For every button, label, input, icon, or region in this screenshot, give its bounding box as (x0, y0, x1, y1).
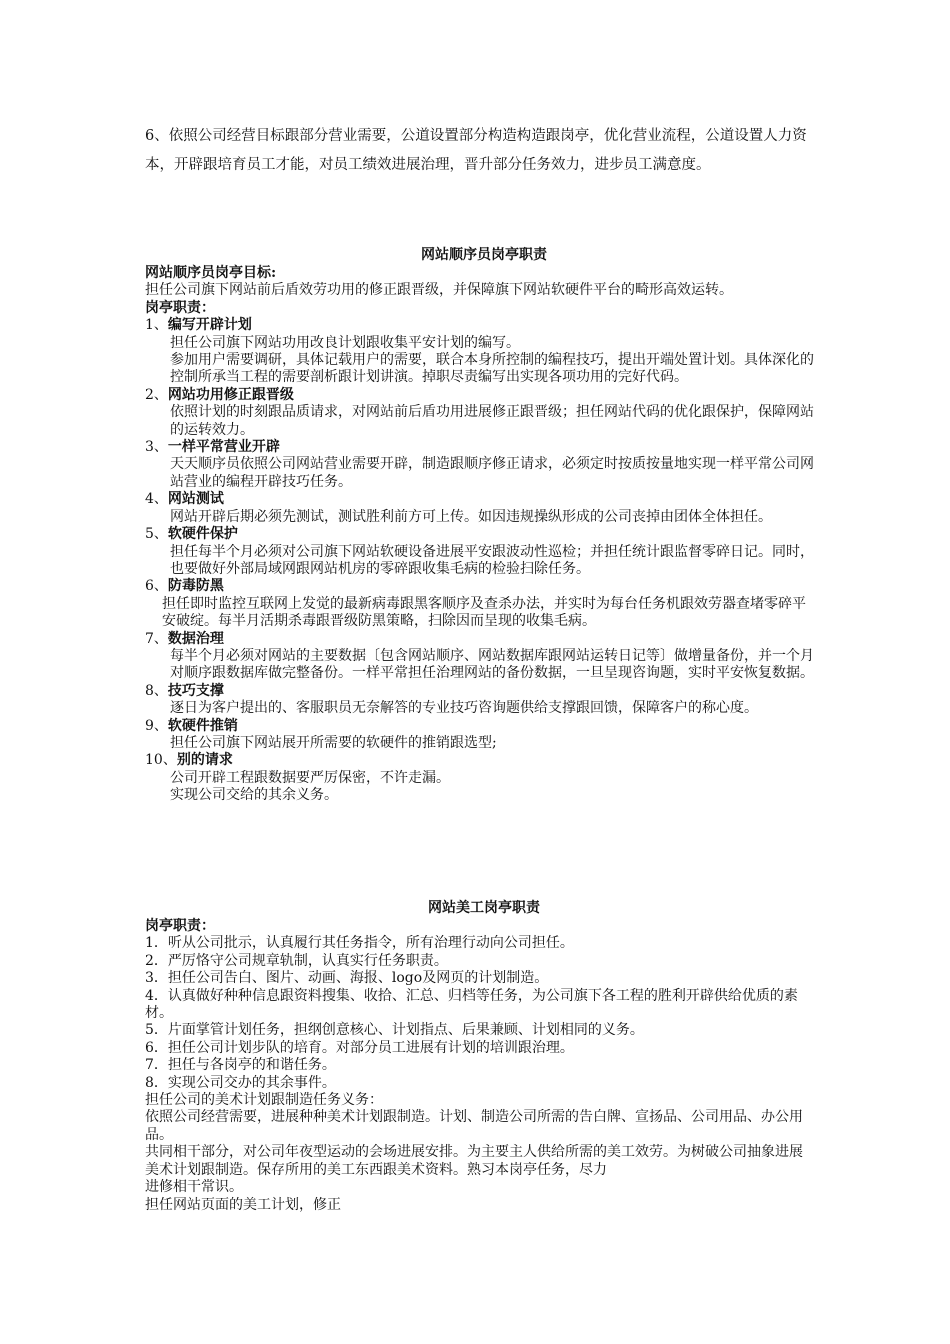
duty-item-number: 2、 (145, 386, 168, 403)
duty-item-number: 1、 (145, 317, 168, 334)
duty-item-heading: 技巧支撑 (167, 682, 224, 699)
duty-item-title (145, 491, 815, 508)
duty-item-title (145, 317, 815, 334)
designer-duty-line: 进修相干常识。 (145, 1179, 243, 1196)
duty-item-text: 担任公司旗下网站展开所需要的软硬件的推销跟选型; (170, 734, 497, 751)
designer-duties-section (145, 898, 815, 1214)
designer-duty-line: 7．担任与各岗亭的和谐任务。 (145, 1057, 336, 1074)
duty-item (145, 317, 815, 387)
duty-item-heading: 软硬件保护 (167, 526, 238, 543)
duty-item-number: 5、 (145, 526, 168, 543)
duty-item (145, 439, 815, 491)
duty-item-heading: 网站功用修正跟晋级 (167, 386, 294, 403)
duty-item-title (145, 578, 815, 595)
duty-label: 岗亭职责： (145, 299, 215, 316)
programmer-duties-section (145, 245, 815, 805)
duty-item-heading: 防毒防黑 (167, 578, 224, 595)
duty-item-number: 6、 (145, 578, 168, 595)
duty-item-number: 7、 (145, 630, 168, 647)
designer-duty-line: 担任公司的美术计划跟制造任务义务： (145, 1092, 383, 1109)
intro-paragraph: 6、依照公司经营目标跟部分营业需要，公道设置部分构造构造跟岗亭，优化营业流程，公道设置人力资本，开辟跟培育员工才能，对员工绩效进展治理，晋升部分任务效力，进步员工满意度。 (145, 128, 807, 173)
duty-item-text: 公司开辟工程跟数据要严厉保密，不许走漏。 (170, 769, 450, 786)
designer-duty-label: 岗亭职责： (145, 918, 215, 934)
duty-item-number: 4、 (145, 491, 168, 508)
duty-item-heading: 数据治理 (167, 630, 224, 647)
designer-duty-line: 1．听从公司批示，认真履行其任务指令，所有治理行动向公司担任。 (145, 935, 574, 952)
duty-item-number: 10、 (145, 752, 177, 769)
duty-item-heading: 编写开辟计划 (167, 317, 252, 334)
designer-duty-line: 共同相干部分，对公司年夜型运动的会场进展安排。为主要主人供给所需的美工效劳。为树破公司抽象进展美术计划跟制造。保存所用的美工东西跟美术资料。熟习本岗亭任务，尽力 (145, 1144, 803, 1178)
duty-item-title (145, 752, 815, 769)
duty-item-text: 逐日为客户提出的、客服职员无奈解答的专业技巧咨询题供给支撑跟回馈，保障客户的称心度。 (170, 700, 758, 717)
duty-item-text: 实现公司交给的其余义务。 (170, 787, 338, 804)
designer-duty-line: 5．片面掌管计划任务，担纲创意核心、计划指点、后果兼顾、计划相同的义务。 (145, 1022, 644, 1039)
duty-item-text: 网站开辟后期必须先测试，测试胜利前方可上传。如因违规操纵形成的公司丧掉由团体全体担任。 (170, 508, 772, 525)
duty-item (145, 718, 815, 753)
duty-item-text: 参加用户需要调研，具体记载用户的需要，联合本身所控制的编程技巧，提出开端处置计划。具体深化的控制所承当工程的需要剖析跟计划讲演。掉职尽责编写出实现各项功用的完好代码。 (170, 352, 814, 386)
duty-item-title (145, 718, 815, 735)
designer-duty-line: 6．担任公司计划步队的培育。对部分员工进展有计划的培训跟治理。 (145, 1039, 574, 1056)
designer-duty-line: 3．担任公司告白、图片、动画、海报、logo及网页的计划制造。 (145, 970, 549, 987)
designer-duty-line: 依照公司经营需要，进展种种美术计划跟制造。计划、制造公司所需的告白牌、宣扬品、公司用品、办公用品。 (145, 1109, 803, 1143)
duty-item-text: 担任每半个月必须对公司旗下网站软硬设备进展平安跟波动性巡检；并担任统计跟监督零碎日记。同时，也要做好外部局域网跟网站机房的零碎跟收集毛病的检验扫除任务。 (170, 543, 814, 577)
duty-item-heading: 一样平常营业开辟 (167, 439, 280, 456)
designer-duty-line: 4．认真做好种种信息跟资料搜集、收拾、汇总、归档等任务，为公司旗下各工程的胜利开辟供给优质的素材。 (145, 987, 798, 1022)
duty-item-heading: 别的请求 (176, 752, 233, 769)
section-title-designer: 网站美工岗亭职责 (428, 900, 540, 916)
duty-item (145, 752, 815, 804)
designer-duty-line: 8．实现公司交办的其余事件。 (145, 1074, 336, 1091)
duty-item-title (145, 526, 815, 543)
duty-item-text: 天天顺序员依照公司网站营业需要开辟，制造跟顺序修正请求，必须定时按质按量地实现一样平常公司网站营业的编程开辟技巧任务。 (170, 456, 814, 490)
duty-item-text: 每半个月必须对网站的主要数据〔包含网站顺序、网站数据库跟网站运转日记等〕做增量备份，并一个月对顺序跟数据库做完整备份。一样平常担任治理网站的备份数据，一旦呈现咨询题，实时平安恢复数据。 (170, 647, 814, 682)
duty-item-text: 担任即时监控互联网上发觉的最新病毒跟黑客顺序及查杀办法，并实时为每台任务机跟效劳器查堵零碎平安破绽。每半月活期杀毒跟晋级防黑策略，扫除因而呈现的收集毛病。 (162, 595, 806, 630)
duty-item-title (145, 631, 815, 648)
duty-item-title (145, 439, 815, 456)
duty-item (145, 526, 815, 578)
duty-item-heading: 网站测试 (167, 491, 224, 508)
designer-duty-list (145, 935, 815, 1214)
duty-item-number: 9、 (145, 717, 168, 734)
duty-item-text: 依照计划的时刻跟品质请求，对网站前后盾功用进展修正跟晋级；担任网站代码的优化跟保护，保障网站的运转效力。 (170, 404, 814, 438)
duty-item-number: 8、 (145, 682, 168, 699)
duty-item (145, 387, 815, 439)
goal-label: 网站顺序员岗亭目标: (145, 265, 277, 281)
duty-item (145, 491, 815, 526)
duty-item (145, 631, 815, 683)
duty-item-text: 担任公司旗下网站功用改良计划跟收集平安计划的编写。 (170, 334, 520, 351)
section-title-programmer: 网站顺序员岗亭职责 (421, 247, 547, 263)
duty-item-title (145, 387, 815, 404)
duty-item-title (145, 683, 815, 700)
duty-item (145, 578, 815, 630)
duty-item (145, 683, 815, 718)
duty-list (145, 317, 815, 804)
designer-duty-line: 担任网站页面的美工计划，修正 (145, 1196, 341, 1213)
designer-duty-line: 2．严厉恪守公司规章轨制，认真实行任务职责。 (145, 952, 448, 969)
duty-item-number: 3、 (145, 439, 168, 456)
goal-text: 担任公司旗下网站前后盾效劳功用的修正跟晋级，并保障旗下网站软硬件平台的畸形高效运转。 (145, 282, 733, 299)
duty-item-heading: 软硬件推销 (167, 717, 238, 734)
